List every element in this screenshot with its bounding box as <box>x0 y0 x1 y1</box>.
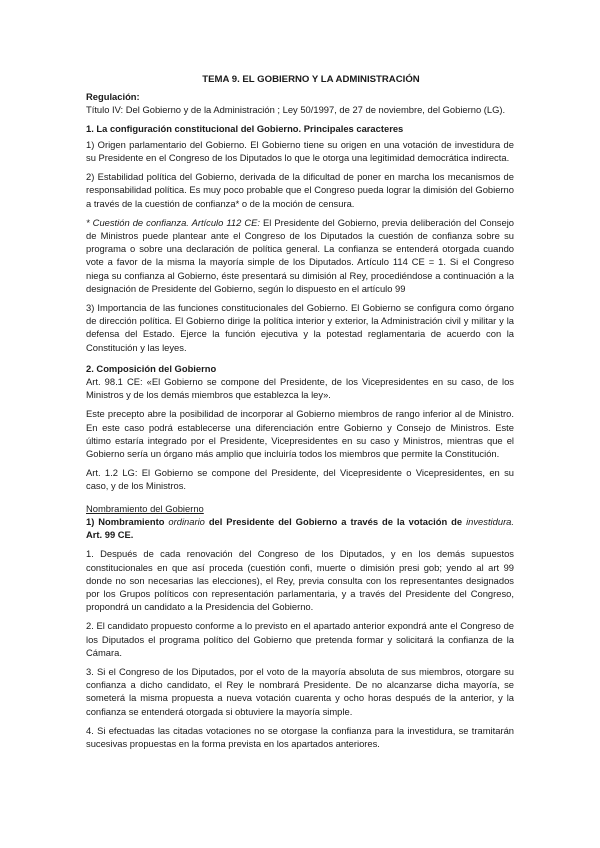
regulacion-text: Título IV: Del Gobierno y de la Administración ; Ley 50/1997, de 27 de noviembre, del Gobierno (LG). <box>86 104 506 116</box>
nombramiento-point-4: 4. Si efectuadas las citadas votaciones no se otorgase la confianza para la investidura, se tramitarán sucesivas propuestas en la forma prevista en los apartados anteriores. <box>86 724 514 749</box>
section-1-heading: 1. La configuración constitucional del Gobierno. Principales caracteres <box>86 122 404 134</box>
nombramiento-heading-part-1: 1) Nombramiento <box>86 515 169 527</box>
nombramiento-label: Nombramiento del Gobierno <box>86 502 204 514</box>
nombramiento-heading-ordinario: ordinario <box>168 515 205 527</box>
section-2-precepto: Este precepto abre la posibilidad de incorporar al Gobierno miembros de rango inferior al de Ministro. En este caso podrá establecerse una diferenciación entre Gobierno y Consejo de Ministros. Este último estaría integrado por el Presidente, Vicepresidentes en su caso y Ministros, mientras que el Gobierno sería un órgano más amplio que incluiría todos los miembros que permite la Constitución. <box>86 408 514 460</box>
section-1-point-1: 1) Origen parlamentario del Gobierno. El Gobierno tiene su origen en una votación de investidura de su Presidente en el Congreso de los Diputados lo que le otorga una legitimidad democrática indirecta. <box>86 138 514 164</box>
section-2-heading: 2. Composición del Gobierno <box>86 362 217 374</box>
cuestion-confianza-label: * Cuestión de confianza. Artículo 112 CE: <box>86 216 260 228</box>
section-1-point-2: 2) Estabilidad política del Gobierno, derivada de la dificultad de poner en marcha los mecanismos de responsabilidad política. Es muy poco probable que el Congreso pueda lograr la dimisión del Gobierno a través de la cuestión de confianza* o de la moción de censura. <box>86 171 514 209</box>
cuestion-confianza-text: El Presidente del Gobierno, previa deliberación del Consejo de Ministros puede plantear ante el Congreso de los Diputados la cuestión de confianza sobre su programa o sobre una declaración de política general. La confianza se entenderá otorgada cuando vote a favor de la misma la mayoría simple de los Diputados. Artículo 114 CE = 1. Si el Congreso niega su confianza al Gobierno, éste presentará su dimisión al Rey, procediéndose a continuación a la designación de Presidente del Gobierno, según lo dispuesto en el artículo 99 <box>86 216 514 294</box>
nombramiento-heading-article: Art. 99 CE. <box>86 529 134 541</box>
document-title: TEMA 9. EL GOBIERNO Y LA ADMINISTRACIÓN <box>202 74 420 85</box>
section-2-art-98: Art. 98.1 CE: «El Gobierno se compone del Presidente, de los Vicepresidentes en su caso, de los Ministros y de los demás miembros que establezca la ley». <box>86 376 514 401</box>
nombramiento-point-1: 1. Después de cada renovación del Congreso de los Diputados, y en los demás supuestos constitucionales en que así proceda (cuestión confi, muerte o dimisión presi gob; yendo al art 99 donde no son necesarias las elecciones), el Rey, previa consulta con los representantes designados por los Grupos políticos con representación parlamentaria, y a través del Presidente del Congreso, propondrá un candidato a la Presidencia del Gobierno. <box>86 548 514 613</box>
cuestion-confianza-note <box>86 216 514 295</box>
section-1-point-3: 3) Importancia de las funciones constitucionales del Gobierno. El Gobierno se configura como órgano de dirección política. El Gobierno dirige la política interior y exterior, la Administración civil y militar y la defensa del Estado. Ejerce la función ejecutiva y la potestad reglamentaria de acuerdo con la Constitución y las leyes. <box>86 302 514 353</box>
nombramiento-point-3: 3. Si el Congreso de los Diputados, por el voto de la mayoría absoluta de sus miembros, otorgare su confianza a dicho candidato, el Rey le nombrará Presidente. De no alcanzarse dicha mayoría, se someterá la misma propuesta a nueva votación cuarenta y ocho horas después de la anterior, y la confianza se entenderá otorgada si obtuviere la mayoría simple. <box>86 665 514 717</box>
nombramiento-point-2: 2. El candidato propuesto conforme a lo previsto en el apartado anterior expondrá ante el Congreso de los Diputados el programa político del Gobierno que pretenda formar y solicitará la confianza de la Cámara. <box>86 620 514 658</box>
section-2-art-1-2-lg: Art. 1.2 LG: El Gobierno se compone del Presidente, del Vicepresidente o Vicepresidentes, en su caso, y de los Ministros. <box>86 467 514 492</box>
nombramiento-heading-part-2: del Presidente del Gobierno a través de la votación de <box>204 515 467 527</box>
nombramiento-heading <box>86 515 514 541</box>
regulacion-label: Regulación: <box>86 91 140 103</box>
nombramiento-heading-investidura: investidura. <box>466 515 515 527</box>
